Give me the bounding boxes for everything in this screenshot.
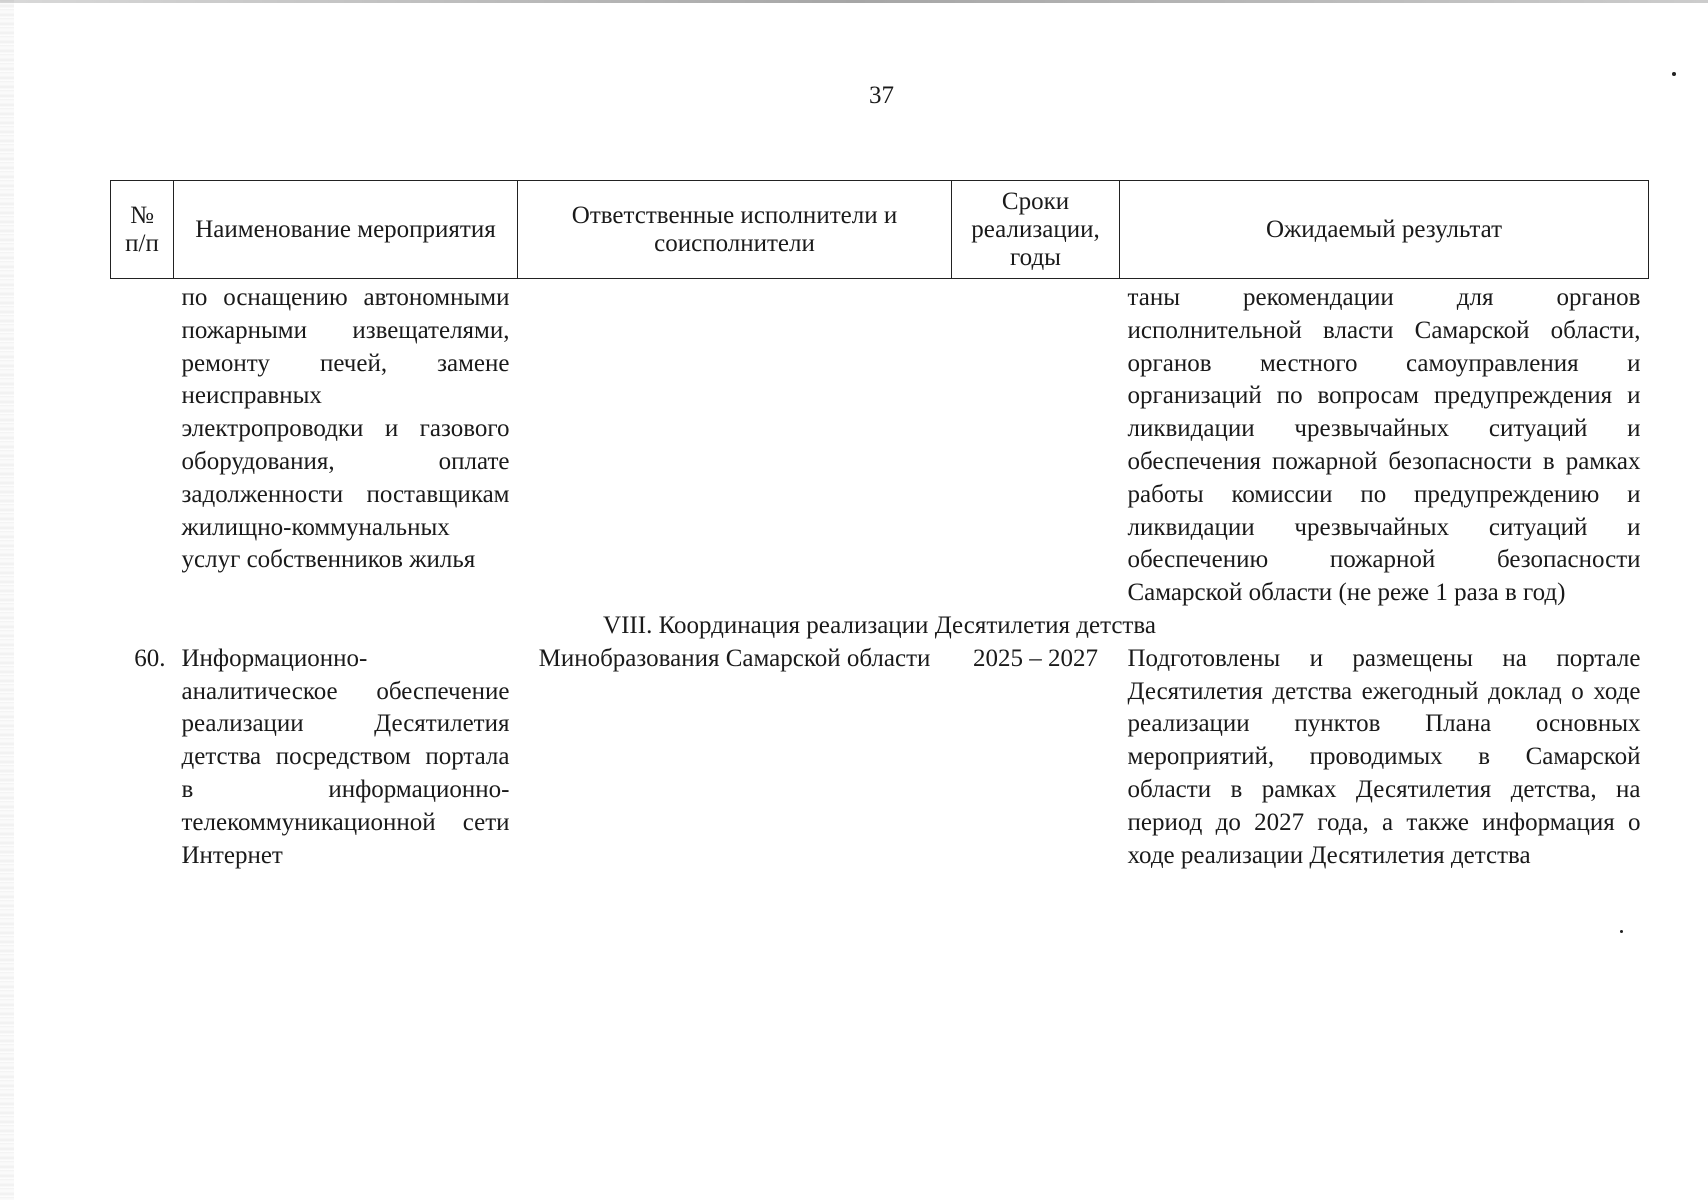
cell-result-continuation: таны рекомендации для органов исполнительной власти Самарской области, органов местного самоуправления и организаций по вопросам предупреждения и ликвидации чрезвычайных ситуаций и обеспечения пожарной безопасности в рамках работы комиссии по предупреждению и ликвидации чрезвычайных ситуаций и обеспечению пожарной безопасности Самарской области (не реже 1 раза в год) — [1127, 284, 1641, 607]
section-heading: VIII. Координация реализации Десятилетия детства — [603, 611, 1156, 639]
header-result: Ожидаемый результат — [1120, 181, 1649, 279]
scan-speck — [1672, 72, 1676, 76]
cell-name-continuation: по оснащению автономными пожарными извещателями, ремонту печей, замене неисправных электропроводки и газового оборудования, оплате задолженности поставщикам жилищно-коммунальных услуг собственников жилья — [181, 284, 510, 574]
cell-terms-empty — [952, 279, 1120, 610]
scan-speck — [1620, 930, 1623, 933]
section-heading-row — [111, 610, 1649, 643]
table-header-row — [111, 181, 1649, 279]
table-row-continuation — [111, 279, 1649, 610]
cell-num-empty — [111, 279, 174, 610]
cell-name-60: Информационно-аналитическое обеспечение реализации Десятилетия детства посредством портала в информационно-телекоммуникационной сети Интернет — [181, 644, 510, 869]
header-name: Наименование мероприятия — [174, 181, 518, 279]
scan-edge-left — [0, 0, 14, 1200]
cell-terms-60: 2025 – 2027 — [973, 644, 1098, 672]
scan-edge-top — [0, 0, 1708, 3]
cell-responsible-60: Минобразования Самарской области — [538, 644, 931, 672]
cell-num-60: 60. — [134, 644, 166, 672]
plan-table — [110, 180, 1649, 872]
cell-responsible-empty — [518, 279, 952, 610]
header-responsible: Ответственные исполнители и соисполнители — [518, 181, 952, 279]
table-row-60 — [111, 643, 1649, 873]
header-num: № п/п — [111, 181, 174, 279]
header-terms: Сроки реализации, годы — [952, 181, 1120, 279]
page-number: 37 — [869, 82, 894, 109]
cell-result-60: Подготовлены и размещены на портале Десятилетия детства ежегодный доклад о ходе реализации пунктов Плана основных мероприятий, проводимых в Самарской области в рамках Десятилетия детства, на период до 2027 года, а также информация о ходе реализации Десятилетия детства — [1127, 644, 1641, 869]
